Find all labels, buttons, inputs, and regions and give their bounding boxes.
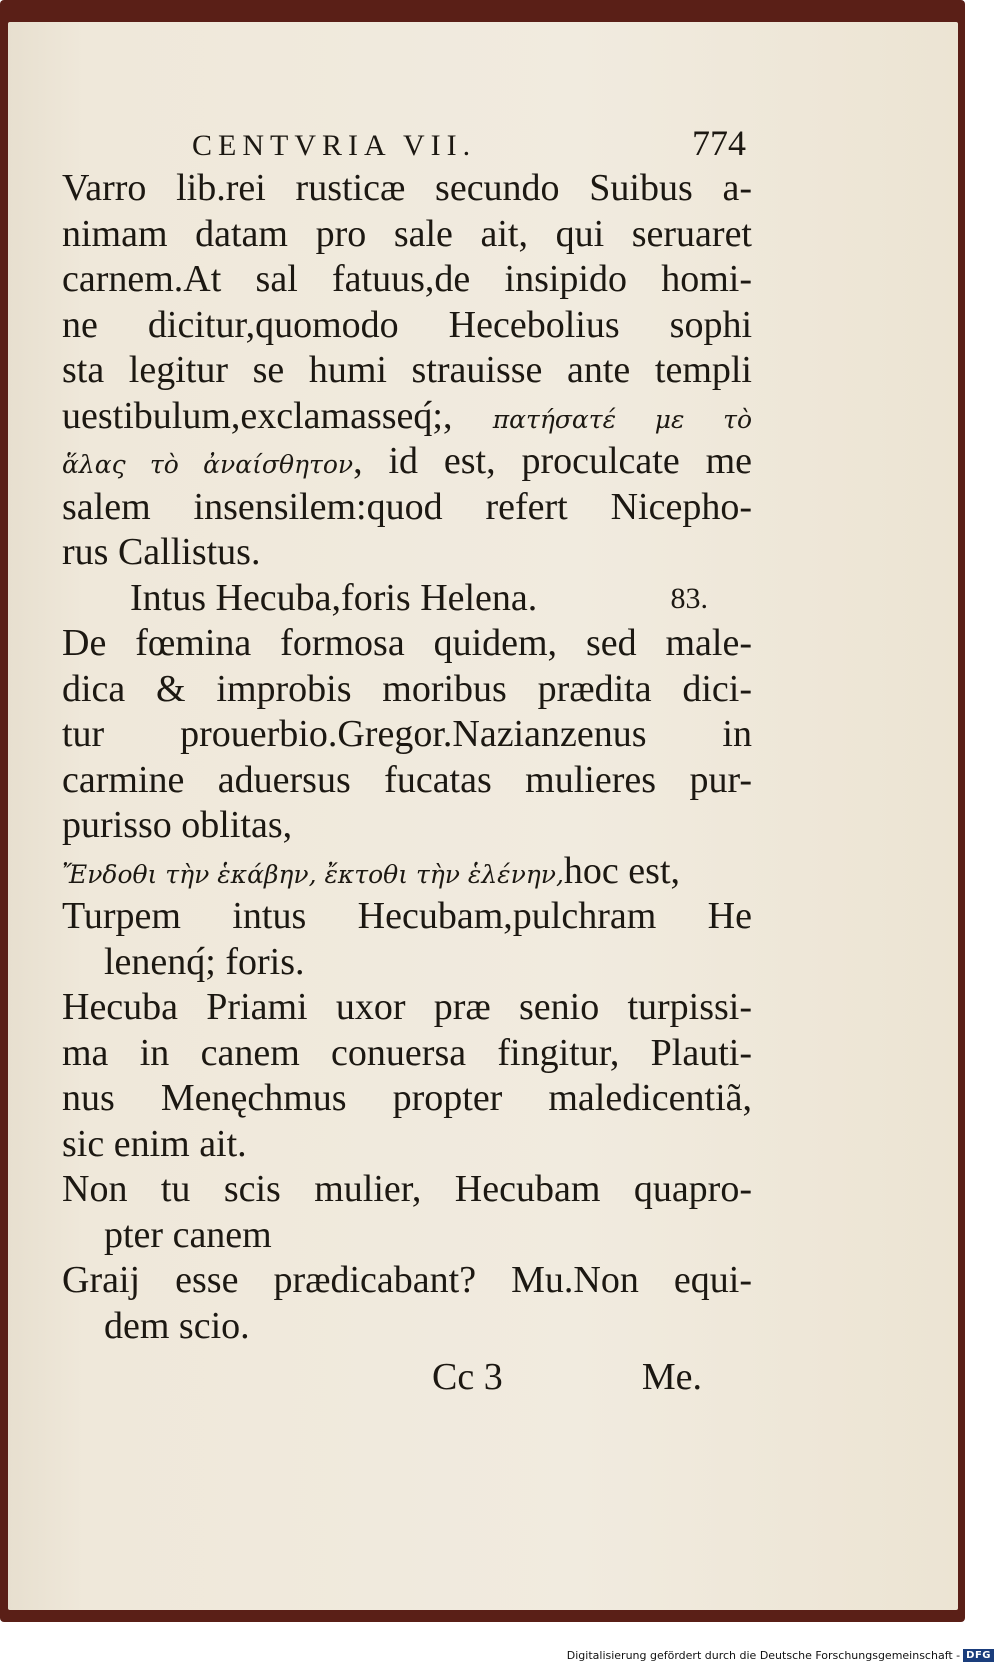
line-text: Non tu scis mulier, Hecubam quapro-: [62, 1168, 752, 1210]
line-text: carmine aduersus fucatas mulieres pur-: [62, 758, 752, 801]
text-line: [62, 712, 752, 758]
line-text: hoc est,: [563, 849, 680, 892]
text-line: [62, 394, 752, 440]
text-line: [62, 849, 752, 895]
line-text: sic enim ait.: [62, 1122, 247, 1165]
text-line: [62, 212, 752, 258]
line-text: Intus Hecuba,foris Helena.: [130, 576, 538, 619]
text-line: [62, 1304, 752, 1350]
text-line: [62, 894, 752, 940]
text-line: [62, 348, 752, 394]
line-text: , id est, proculcate me: [353, 440, 752, 482]
line-text: De fœmina formosa quidem, sed male-: [62, 622, 752, 664]
text-line: [62, 1031, 752, 1077]
text-line: [62, 985, 752, 1031]
text-line: [62, 1258, 752, 1304]
text-line: [62, 667, 752, 713]
body-text: [62, 166, 752, 1349]
proverb-number: 83.: [670, 581, 708, 615]
text-line: [62, 758, 752, 804]
text-line: [62, 940, 752, 986]
line-text: lenenq́; foris.: [104, 940, 305, 983]
line-text: nimam datam pro sale ait, qui seruaret: [62, 212, 752, 255]
line-text: ne dicitur,quomodo Hecebolius sophi: [62, 303, 752, 346]
running-header: [62, 122, 752, 164]
line-text: Turpem intus Hecubam,pulchram He: [62, 895, 752, 937]
line-text: Varro lib.rei rusticæ secundo Suibus a-: [62, 167, 752, 209]
greek-text: ἅλας τὸ ἀναίσθητον: [62, 450, 354, 479]
line-text: rus Callistus.: [62, 531, 261, 573]
text-line: [62, 257, 752, 303]
running-title: CENTVRIA VII.: [192, 129, 477, 162]
page-footer: [432, 1355, 702, 1399]
credit-text: Digitalisierung gefördert durch die Deutsche Forschungsgemeinschaft -: [566, 1649, 961, 1662]
line-text: carnem.At sal fatuus,de insipido homi-: [62, 258, 752, 300]
line-text: Graij esse prædicabant? Mu.Non equi-: [62, 1259, 752, 1301]
text-line: [62, 1213, 752, 1259]
line-text: purisso oblitas,: [62, 804, 293, 846]
greek-text: πατήσατέ με τὸ: [492, 404, 752, 434]
line-text: sta legitur se humi strauisse ante templi: [62, 349, 752, 391]
page-number: 774: [692, 123, 746, 163]
signature-mark: Cc 3: [432, 1356, 503, 1398]
line-text: tur prouerbio.Gregor.Nazianzenus in: [62, 713, 752, 755]
text-line: [62, 1122, 752, 1168]
line-text: salem insensilem:quod refert Nicepho-: [62, 485, 752, 528]
line-text: dica & improbis moribus prædita dici-: [62, 667, 752, 710]
line-text: uestibulum,exclamasseq́;,: [62, 394, 453, 437]
proverb-heading: [62, 576, 752, 622]
catchword: Me.: [641, 1356, 702, 1398]
text-line: [62, 439, 752, 485]
greek-text: Ἔνδοθι τὴν ἑκάβην, ἔκτοθι τὴν ἑλένην,: [62, 859, 564, 889]
text-line: [62, 303, 752, 349]
text-line: [62, 1076, 752, 1122]
line-text: Hecuba Priami uxor præ senio turpissi-: [62, 986, 752, 1028]
text-block: [62, 122, 752, 1399]
line-text: dem scio.: [104, 1304, 250, 1347]
text-line: [62, 485, 752, 531]
digitization-credit: [567, 1649, 994, 1662]
text-line: [62, 1167, 752, 1213]
text-line: [62, 166, 752, 212]
text-line: [62, 621, 752, 667]
text-line: [62, 803, 752, 849]
book-page: [8, 22, 958, 1610]
line-text: pter canem: [104, 1213, 272, 1256]
line-text: ma in canem conuersa fingitur, Plauti-: [62, 1031, 752, 1074]
line-text: nus Menęchmus propter maledicentiã,: [62, 1077, 752, 1119]
text-line: [62, 530, 752, 576]
dfg-logo: DFG: [963, 1649, 994, 1662]
